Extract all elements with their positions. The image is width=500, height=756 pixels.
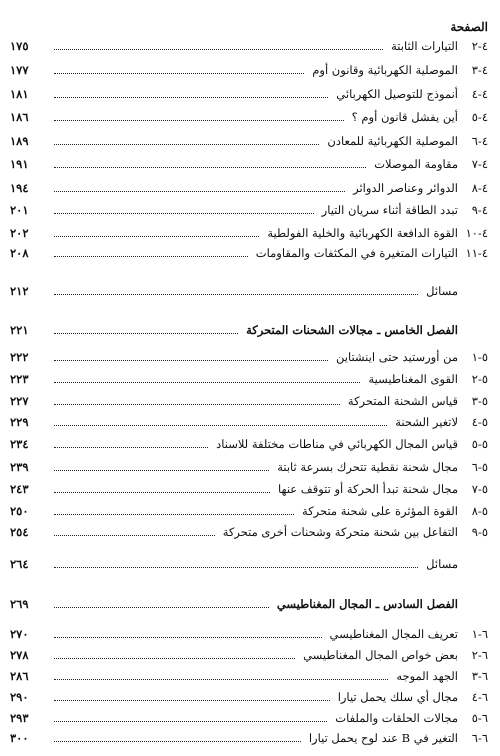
page-number: ٢٥٠ [10, 504, 29, 518]
toc-row [10, 282, 488, 300]
section-number: ٥-٥ [471, 437, 488, 451]
page-number: ٢٦٩ [10, 597, 29, 611]
section-title: بعض خواص المجال المغناطيسي [303, 648, 458, 662]
dot-leader [54, 144, 319, 145]
toc-row [10, 244, 488, 262]
section-number: ٥-٩ [471, 525, 488, 539]
toc-row [10, 61, 488, 79]
dot-leader [54, 492, 270, 493]
section-title: تبدد الطاقة أثناء سريان التيار [321, 203, 458, 217]
page-number: ٢٦٤ [10, 557, 29, 571]
toc-row [10, 709, 488, 727]
page-number: ٢٧٠ [10, 627, 29, 641]
section-number: ٤-٩ [471, 203, 488, 217]
section-number: ٤-٧ [471, 157, 488, 171]
section-title: مجال أي سلك يحمل تيارا [337, 690, 458, 704]
section-title: مجال شحنة نقطية تتحرك بسرعة ثابتة [277, 460, 458, 474]
section-number: ٦-٣ [471, 669, 488, 683]
section-title: أين يفشل قانون أوم ؟ [351, 110, 458, 124]
page-number: ٢٨٦ [10, 669, 29, 683]
section-title: تعريف المجال المغناطيسي [329, 627, 458, 641]
page-number: ٢٧٨ [10, 648, 29, 662]
section-number: ٤-٢ [471, 39, 488, 53]
dot-leader [54, 213, 314, 214]
dot-leader [54, 404, 340, 405]
section-title: الموصلية الكهربائية وقانون أوم [312, 63, 458, 77]
toc-row [10, 85, 488, 103]
section-number: ٤-١٠ [465, 226, 488, 240]
section-title: التيارات المتغيرة في المكثفات والمقاومات [255, 246, 458, 260]
toc-row [10, 370, 488, 388]
section-number: ٦-٥ [471, 711, 488, 725]
toc-chapter-row [10, 595, 488, 613]
section-title: الدوائر وعناصر الدوائر [353, 181, 458, 195]
toc-row [10, 688, 488, 706]
section-number: ٦-١ [471, 627, 488, 641]
page-number: ١٨٦ [10, 110, 29, 124]
toc-row [10, 625, 488, 643]
section-title: التيارات الثابتة [391, 39, 458, 53]
dot-leader [54, 294, 418, 295]
page-number: ٢٩٠ [10, 690, 29, 704]
section-number: ٤-٤ [471, 87, 488, 101]
section-title: التغير في B عند لوح يحمل تيارا [308, 731, 458, 745]
toc-chapter-row [10, 321, 488, 339]
dot-leader [54, 741, 301, 742]
toc-row [10, 555, 488, 573]
dot-leader [54, 256, 248, 257]
toc-row [10, 201, 488, 219]
section-number: ٤-٥ [471, 110, 488, 124]
section-title: من أورستيد حتى اينشتاين [335, 350, 458, 364]
dot-leader [54, 49, 383, 50]
page-number: ٢٢١ [10, 323, 29, 337]
toc-row [10, 348, 488, 366]
dot-leader [54, 470, 269, 471]
page-number: ٢٩٣ [10, 711, 29, 725]
section-number: ٥-٧ [471, 482, 488, 496]
page-column-header: الصفحة [450, 20, 488, 34]
dot-leader [54, 637, 322, 638]
dot-leader [54, 514, 294, 515]
page-number: ٢٠١ [10, 203, 29, 217]
section-number: ٥-٦ [471, 460, 488, 474]
page-number: ١٨١ [10, 87, 29, 101]
section-title: القوة الدافعة الكهربائية والخلية الفولطية [267, 226, 458, 240]
page-number: ٢٤٣ [10, 482, 29, 496]
page-number: ٢٢٢ [10, 350, 29, 364]
toc-row [10, 729, 488, 747]
dot-leader [54, 73, 304, 74]
toc-row [10, 502, 488, 520]
page-number: ٣٠٠ [10, 731, 29, 745]
section-title: أنموذج للتوصيل الكهربائي [336, 87, 458, 101]
dot-leader [54, 191, 345, 192]
section-title: الفصل الخامس ـ مجالات الشحنات المتحركة [246, 323, 458, 337]
section-number: ٥-٢ [471, 372, 488, 386]
section-title: مسائل [426, 284, 458, 298]
dot-leader [54, 360, 328, 361]
dot-leader [54, 236, 259, 237]
section-title: مجال شحنة تبدأ الحركة أو تتوقف عنها [278, 482, 458, 496]
section-title: قياس المجال الكهربائي في مناطات مختلفة للاسناد [216, 437, 458, 451]
toc-row [10, 224, 488, 242]
page-number: ١٧٧ [10, 63, 29, 77]
dot-leader [54, 382, 360, 383]
page-number: ٢٥٤ [10, 525, 29, 539]
section-title: الفصل السادس ـ المجال المغناطيسي [276, 597, 458, 611]
dot-leader [54, 607, 269, 608]
section-number: ٦-٦ [471, 731, 488, 745]
toc-row [10, 179, 488, 197]
toc-row [10, 108, 488, 126]
dot-leader [54, 167, 366, 168]
section-title: مسائل [426, 557, 458, 571]
page-number: ٢٠٢ [10, 226, 29, 240]
dot-leader [54, 535, 215, 536]
toc-row [10, 458, 488, 476]
section-title: القوى المغناطيسية [368, 372, 458, 386]
section-title: لاتغير الشحنة [395, 415, 458, 429]
section-number: ٦-٤ [471, 690, 488, 704]
toc-row [10, 37, 488, 55]
toc-row [10, 435, 488, 453]
dot-leader [54, 120, 344, 121]
dot-leader [54, 658, 295, 659]
toc-row [10, 132, 488, 150]
toc-row [10, 523, 488, 541]
dot-leader [54, 97, 328, 98]
section-title: مقاومة الموصلات [374, 157, 458, 171]
page-number: ١٨٩ [10, 134, 29, 148]
section-number: ٥-٨ [471, 504, 488, 518]
section-number: ٤-١١ [465, 246, 488, 260]
page-number: ١٩١ [10, 157, 29, 171]
toc-row [10, 480, 488, 498]
page-number: ٢٢٧ [10, 394, 29, 408]
toc-row [10, 392, 488, 410]
page-number: ٢٢٩ [10, 415, 29, 429]
page-number: ٢٣٩ [10, 460, 29, 474]
dot-leader [54, 721, 327, 722]
dot-leader [54, 567, 418, 568]
section-number: ٥-١ [471, 350, 488, 364]
page-number: ٢٠٨ [10, 246, 29, 260]
section-number: ٤-٣ [471, 63, 488, 77]
page-number: ٢١٢ [10, 284, 29, 298]
dot-leader [54, 700, 330, 701]
section-title: القوة المؤثرة على شحنة متحركة [302, 504, 458, 518]
dot-leader [54, 447, 208, 448]
section-number: ٥-٣ [471, 394, 488, 408]
page-number: ١٧٥ [10, 39, 29, 53]
dot-leader [54, 425, 387, 426]
page-number: ١٩٤ [10, 181, 29, 195]
toc-row [10, 155, 488, 173]
section-title: مجالات الحلقات والملفات [335, 711, 458, 725]
section-title: قياس الشحنة المتحركة [347, 394, 458, 408]
section-number: ٦-٢ [471, 648, 488, 662]
page-number: ٢٣٤ [10, 437, 29, 451]
dot-leader [54, 679, 388, 680]
section-number: ٤-٨ [471, 181, 488, 195]
toc-row [10, 667, 488, 685]
section-number: ٥-٤ [471, 415, 488, 429]
section-number: ٤-٦ [471, 134, 488, 148]
toc-row [10, 646, 488, 664]
toc-row [10, 413, 488, 431]
page-number: ٢٢٣ [10, 372, 29, 386]
section-title: التفاعل بين شحنة متحركة وشحنات أخرى متحركة [222, 525, 458, 539]
section-title: الجهد الموجه [396, 669, 458, 683]
dot-leader [54, 333, 238, 334]
section-title: الموصلية الكهربائية للمعادن [327, 134, 458, 148]
